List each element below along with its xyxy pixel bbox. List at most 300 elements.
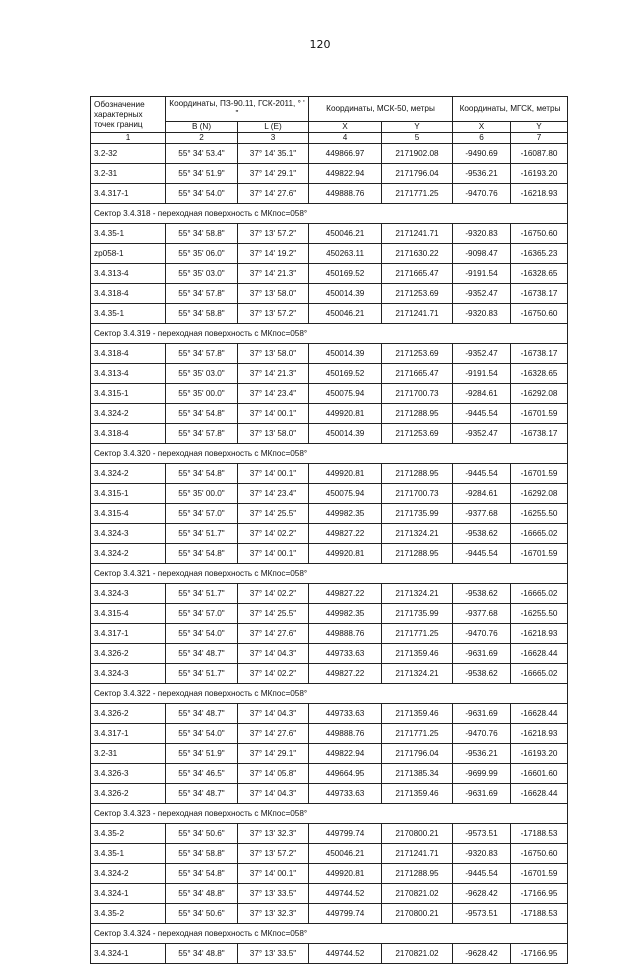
mgsk-y-cell: -16750.60 <box>511 844 568 864</box>
latitude-b-cell: 55° 34' 51.7" <box>166 664 238 684</box>
longitude-l-cell: 37° 14' 04.3" <box>238 784 309 804</box>
table-row <box>91 644 568 664</box>
mgsk-x-cell: -9536.21 <box>453 744 511 764</box>
mgsk-y-cell: -16665.02 <box>511 664 568 684</box>
msk-x-cell: 449827.22 <box>309 664 382 684</box>
mgsk-y-cell: -17188.53 <box>511 904 568 924</box>
msk-x-cell: 449866.97 <box>309 144 382 164</box>
table-row <box>91 144 568 164</box>
mgsk-y-cell: -16701.59 <box>511 544 568 564</box>
latitude-b-cell: 55° 34' 51.7" <box>166 584 238 604</box>
mgsk-y-cell: -16665.02 <box>511 524 568 544</box>
header-mgsk-group: Координаты, МГСК, метры <box>453 97 568 122</box>
page-number: 120 <box>309 38 331 51</box>
mgsk-x-cell: -9098.47 <box>453 244 511 264</box>
mgsk-y-cell: -16701.59 <box>511 404 568 424</box>
longitude-l-cell: 37° 14' 02.2" <box>238 664 309 684</box>
msk-y-cell: 2171288.95 <box>382 544 453 564</box>
msk-y-cell: 2171241.71 <box>382 844 453 864</box>
longitude-l-cell: 37° 13' 58.0" <box>238 344 309 364</box>
msk-y-cell: 2171359.46 <box>382 644 453 664</box>
section-title: Сектор 3.4.323 - переходная поверхность с МКпос=058° <box>91 804 568 824</box>
msk-y-cell: 2171630.22 <box>382 244 453 264</box>
point-id-cell: 3.4.326-2 <box>91 784 166 804</box>
mgsk-x-cell: -9445.54 <box>453 464 511 484</box>
point-id-cell: 3.2-32 <box>91 144 166 164</box>
mgsk-y-cell: -16665.02 <box>511 584 568 604</box>
mgsk-y-cell: -16365.23 <box>511 244 568 264</box>
section-row <box>91 444 568 464</box>
latitude-b-cell: 55° 35' 03.0" <box>166 264 238 284</box>
longitude-l-cell: 37° 14' 23.4" <box>238 484 309 504</box>
header-msk-x: X <box>309 122 382 133</box>
table-row <box>91 604 568 624</box>
latitude-b-cell: 55° 34' 51.7" <box>166 524 238 544</box>
mgsk-y-cell: -16218.93 <box>511 724 568 744</box>
latitude-b-cell: 55° 34' 57.8" <box>166 424 238 444</box>
table-row <box>91 504 568 524</box>
msk-y-cell: 2171253.69 <box>382 424 453 444</box>
msk-x-cell: 450014.39 <box>309 424 382 444</box>
msk-x-cell: 449888.76 <box>309 624 382 644</box>
table-row <box>91 884 568 904</box>
mgsk-y-cell: -16328.65 <box>511 264 568 284</box>
mgsk-x-cell: -9191.54 <box>453 364 511 384</box>
latitude-b-cell: 55° 34' 51.9" <box>166 164 238 184</box>
point-id-cell: 3.2-31 <box>91 164 166 184</box>
msk-y-cell: 2171288.95 <box>382 864 453 884</box>
mgsk-x-cell: -9377.68 <box>453 604 511 624</box>
mgsk-x-cell: -9631.69 <box>453 644 511 664</box>
latitude-b-cell: 55° 34' 50.6" <box>166 904 238 924</box>
mgsk-x-cell: -9538.62 <box>453 664 511 684</box>
point-id-cell: 3.4.317-1 <box>91 624 166 644</box>
table-row <box>91 524 568 544</box>
header-mgsk-x: X <box>453 122 511 133</box>
mgsk-x-cell: -9320.83 <box>453 224 511 244</box>
point-id-cell: 3.4.324-2 <box>91 404 166 424</box>
latitude-b-cell: 55° 34' 48.8" <box>166 884 238 904</box>
mgsk-y-cell: -16292.08 <box>511 384 568 404</box>
point-id-cell: 3.4.35-1 <box>91 844 166 864</box>
latitude-b-cell: 55° 34' 48.7" <box>166 784 238 804</box>
msk-x-cell: 449733.63 <box>309 704 382 724</box>
section-row <box>91 324 568 344</box>
longitude-l-cell: 37° 14' 25.5" <box>238 504 309 524</box>
mgsk-x-cell: -9284.61 <box>453 384 511 404</box>
msk-y-cell: 2171359.46 <box>382 784 453 804</box>
table-row <box>91 304 568 324</box>
latitude-b-cell: 55° 34' 54.0" <box>166 724 238 744</box>
mgsk-y-cell: -16628.44 <box>511 784 568 804</box>
msk-x-cell: 449799.74 <box>309 904 382 924</box>
mgsk-y-cell: -16701.59 <box>511 464 568 484</box>
point-id-cell: 3.4.324-1 <box>91 944 166 964</box>
msk-y-cell: 2171253.69 <box>382 344 453 364</box>
msk-x-cell: 449822.94 <box>309 164 382 184</box>
longitude-l-cell: 37° 14' 35.1" <box>238 144 309 164</box>
point-id-cell: 3.4.324-2 <box>91 464 166 484</box>
col-num-4: 4 <box>309 133 382 144</box>
point-id-cell: 3.4.315-4 <box>91 504 166 524</box>
mgsk-x-cell: -9573.51 <box>453 904 511 924</box>
header-pz90-group: Координаты, ПЗ-90.11, ГСК-2011, ° ' " <box>166 97 309 122</box>
mgsk-x-cell: -9352.47 <box>453 284 511 304</box>
msk-x-cell: 449888.76 <box>309 184 382 204</box>
msk-x-cell: 450014.39 <box>309 284 382 304</box>
table-row <box>91 784 568 804</box>
section-title: Сектор 3.4.319 - переходная поверхность с МКпос=058° <box>91 324 568 344</box>
latitude-b-cell: 55° 34' 46.5" <box>166 764 238 784</box>
latitude-b-cell: 55° 34' 57.8" <box>166 284 238 304</box>
longitude-l-cell: 37° 13' 32.3" <box>238 904 309 924</box>
table-row <box>91 724 568 744</box>
msk-x-cell: 449827.22 <box>309 584 382 604</box>
longitude-l-cell: 37° 14' 00.1" <box>238 464 309 484</box>
longitude-l-cell: 37° 14' 21.3" <box>238 364 309 384</box>
latitude-b-cell: 55° 34' 48.8" <box>166 944 238 964</box>
longitude-l-cell: 37° 14' 04.3" <box>238 644 309 664</box>
point-id-cell: 3.4.324-2 <box>91 864 166 884</box>
msk-y-cell: 2171241.71 <box>382 304 453 324</box>
table-row <box>91 744 568 764</box>
mgsk-x-cell: -9191.54 <box>453 264 511 284</box>
mgsk-y-cell: -17188.53 <box>511 824 568 844</box>
mgsk-y-cell: -16738.17 <box>511 284 568 304</box>
msk-y-cell: 2171241.71 <box>382 224 453 244</box>
longitude-l-cell: 37° 14' 21.3" <box>238 264 309 284</box>
mgsk-x-cell: -9699.99 <box>453 764 511 784</box>
mgsk-y-cell: -17166.95 <box>511 944 568 964</box>
table-row <box>91 484 568 504</box>
mgsk-y-cell: -16750.60 <box>511 304 568 324</box>
table-row <box>91 404 568 424</box>
table-row <box>91 704 568 724</box>
msk-y-cell: 2171796.04 <box>382 744 453 764</box>
mgsk-y-cell: -16701.59 <box>511 864 568 884</box>
msk-x-cell: 449744.52 <box>309 884 382 904</box>
msk-x-cell: 449920.81 <box>309 864 382 884</box>
mgsk-y-cell: -16193.20 <box>511 164 568 184</box>
section-title: Сектор 3.4.318 - переходная поверхность с МКпос=058° <box>91 204 568 224</box>
longitude-l-cell: 37° 14' 25.5" <box>238 604 309 624</box>
table-row <box>91 264 568 284</box>
longitude-l-cell: 37° 13' 57.2" <box>238 844 309 864</box>
latitude-b-cell: 55° 34' 50.6" <box>166 824 238 844</box>
msk-x-cell: 449888.76 <box>309 724 382 744</box>
latitude-b-cell: 55° 34' 57.0" <box>166 604 238 624</box>
mgsk-x-cell: -9470.76 <box>453 624 511 644</box>
point-id-cell: 3.4.35-1 <box>91 224 166 244</box>
mgsk-y-cell: -16601.60 <box>511 764 568 784</box>
longitude-l-cell: 37° 14' 29.1" <box>238 744 309 764</box>
msk-x-cell: 449664.95 <box>309 764 382 784</box>
mgsk-x-cell: -9628.42 <box>453 884 511 904</box>
msk-y-cell: 2171665.47 <box>382 264 453 284</box>
mgsk-y-cell: -16750.60 <box>511 224 568 244</box>
mgsk-y-cell: -16218.93 <box>511 184 568 204</box>
longitude-l-cell: 37° 13' 57.2" <box>238 304 309 324</box>
mgsk-y-cell: -16628.44 <box>511 704 568 724</box>
latitude-b-cell: 55° 35' 06.0" <box>166 244 238 264</box>
latitude-b-cell: 55° 35' 00.0" <box>166 484 238 504</box>
msk-y-cell: 2170821.02 <box>382 944 453 964</box>
mgsk-x-cell: -9284.61 <box>453 484 511 504</box>
msk-x-cell: 449982.35 <box>309 604 382 624</box>
table-row <box>91 944 568 964</box>
longitude-l-cell: 37° 13' 58.0" <box>238 424 309 444</box>
mgsk-x-cell: -9573.51 <box>453 824 511 844</box>
latitude-b-cell: 55° 34' 54.8" <box>166 864 238 884</box>
coordinates-table <box>90 96 568 964</box>
mgsk-x-cell: -9320.83 <box>453 844 511 864</box>
msk-y-cell: 2171288.95 <box>382 464 453 484</box>
point-id-cell: 3.4.317-1 <box>91 184 166 204</box>
mgsk-y-cell: -16218.93 <box>511 624 568 644</box>
point-id-cell: 3.4.35-1 <box>91 304 166 324</box>
header-mgsk-y: Y <box>511 122 568 133</box>
mgsk-y-cell: -16628.44 <box>511 644 568 664</box>
msk-x-cell: 449827.22 <box>309 524 382 544</box>
latitude-b-cell: 55° 34' 54.0" <box>166 184 238 204</box>
latitude-b-cell: 55° 34' 51.9" <box>166 744 238 764</box>
msk-y-cell: 2171771.25 <box>382 724 453 744</box>
mgsk-x-cell: -9536.21 <box>453 164 511 184</box>
longitude-l-cell: 37° 14' 19.2" <box>238 244 309 264</box>
section-title: Сектор 3.4.322 - переходная поверхность с МКпос=058° <box>91 684 568 704</box>
header-b: B (N) <box>166 122 238 133</box>
msk-x-cell: 450075.94 <box>309 484 382 504</box>
latitude-b-cell: 55° 35' 03.0" <box>166 364 238 384</box>
point-id-cell: 3.4.313-4 <box>91 264 166 284</box>
msk-y-cell: 2171771.25 <box>382 624 453 644</box>
point-id-cell: zp058-1 <box>91 244 166 264</box>
point-id-cell: 3.4.318-4 <box>91 284 166 304</box>
longitude-l-cell: 37° 14' 02.2" <box>238 584 309 604</box>
mgsk-x-cell: -9352.47 <box>453 344 511 364</box>
longitude-l-cell: 37° 13' 58.0" <box>238 284 309 304</box>
latitude-b-cell: 55° 34' 54.8" <box>166 544 238 564</box>
mgsk-y-cell: -16738.17 <box>511 344 568 364</box>
latitude-b-cell: 55° 34' 57.8" <box>166 344 238 364</box>
point-id-cell: 3.4.324-1 <box>91 884 166 904</box>
table-row <box>91 764 568 784</box>
longitude-l-cell: 37° 14' 23.4" <box>238 384 309 404</box>
longitude-l-cell: 37° 14' 27.6" <box>238 184 309 204</box>
table-row <box>91 624 568 644</box>
table-row <box>91 224 568 244</box>
latitude-b-cell: 55° 34' 54.0" <box>166 624 238 644</box>
longitude-l-cell: 37° 14' 04.3" <box>238 704 309 724</box>
section-row <box>91 564 568 584</box>
mgsk-x-cell: -9538.62 <box>453 584 511 604</box>
msk-y-cell: 2171796.04 <box>382 164 453 184</box>
msk-x-cell: 449982.35 <box>309 504 382 524</box>
mgsk-x-cell: -9445.54 <box>453 864 511 884</box>
table-row <box>91 344 568 364</box>
msk-x-cell: 449799.74 <box>309 824 382 844</box>
col-num-5: 5 <box>382 133 453 144</box>
msk-y-cell: 2170800.21 <box>382 824 453 844</box>
mgsk-x-cell: -9631.69 <box>453 704 511 724</box>
table-row <box>91 364 568 384</box>
msk-y-cell: 2171665.47 <box>382 364 453 384</box>
mgsk-x-cell: -9320.83 <box>453 304 511 324</box>
table-row <box>91 424 568 444</box>
mgsk-x-cell: -9631.69 <box>453 784 511 804</box>
longitude-l-cell: 37° 13' 57.2" <box>238 224 309 244</box>
mgsk-y-cell: -16087.80 <box>511 144 568 164</box>
latitude-b-cell: 55° 34' 48.7" <box>166 704 238 724</box>
point-id-cell: 3.4.315-1 <box>91 484 166 504</box>
section-row <box>91 804 568 824</box>
point-id-cell: 3.4.324-3 <box>91 664 166 684</box>
latitude-b-cell: 55° 34' 54.8" <box>166 404 238 424</box>
header-msk50-group: Координаты, МСК-50, метры <box>309 97 453 122</box>
mgsk-x-cell: -9470.76 <box>453 184 511 204</box>
section-title: Сектор 3.4.320 - переходная поверхность с МКпос=058° <box>91 444 568 464</box>
msk-y-cell: 2171385.34 <box>382 764 453 784</box>
point-id-cell: 3.4.35-2 <box>91 904 166 924</box>
table-row <box>91 664 568 684</box>
msk-x-cell: 449822.94 <box>309 744 382 764</box>
table-row <box>91 904 568 924</box>
col-num-1: 1 <box>91 133 166 144</box>
msk-x-cell: 449744.52 <box>309 944 382 964</box>
mgsk-y-cell: -16738.17 <box>511 424 568 444</box>
table-row <box>91 844 568 864</box>
mgsk-x-cell: -9445.54 <box>453 544 511 564</box>
point-id-cell: 3.4.324-3 <box>91 524 166 544</box>
msk-y-cell: 2171700.73 <box>382 484 453 504</box>
latitude-b-cell: 55° 34' 58.8" <box>166 224 238 244</box>
mgsk-x-cell: -9377.68 <box>453 504 511 524</box>
table-row <box>91 464 568 484</box>
mgsk-x-cell: -9445.54 <box>453 404 511 424</box>
msk-y-cell: 2171253.69 <box>382 284 453 304</box>
longitude-l-cell: 37° 14' 00.1" <box>238 544 309 564</box>
msk-x-cell: 450046.21 <box>309 304 382 324</box>
msk-x-cell: 450046.21 <box>309 844 382 864</box>
longitude-l-cell: 37° 14' 02.2" <box>238 524 309 544</box>
msk-x-cell: 450014.39 <box>309 344 382 364</box>
msk-x-cell: 450075.94 <box>309 384 382 404</box>
mgsk-x-cell: -9352.47 <box>453 424 511 444</box>
point-id-cell: 3.4.317-1 <box>91 724 166 744</box>
latitude-b-cell: 55° 34' 58.8" <box>166 844 238 864</box>
msk-x-cell: 449920.81 <box>309 544 382 564</box>
latitude-b-cell: 55° 34' 53.4" <box>166 144 238 164</box>
longitude-l-cell: 37° 14' 29.1" <box>238 164 309 184</box>
longitude-l-cell: 37° 14' 27.6" <box>238 624 309 644</box>
col-num-7: 7 <box>511 133 568 144</box>
point-id-cell: 3.4.324-3 <box>91 584 166 604</box>
point-id-cell: 3.4.326-2 <box>91 704 166 724</box>
latitude-b-cell: 55° 35' 00.0" <box>166 384 238 404</box>
table-row <box>91 584 568 604</box>
msk-y-cell: 2171735.99 <box>382 504 453 524</box>
msk-y-cell: 2171771.25 <box>382 184 453 204</box>
msk-y-cell: 2171902.08 <box>382 144 453 164</box>
mgsk-y-cell: -16255.50 <box>511 504 568 524</box>
longitude-l-cell: 37° 13' 33.5" <box>238 884 309 904</box>
longitude-l-cell: 37° 14' 27.6" <box>238 724 309 744</box>
msk-y-cell: 2170800.21 <box>382 904 453 924</box>
point-id-cell: 3.4.315-1 <box>91 384 166 404</box>
msk-x-cell: 449920.81 <box>309 404 382 424</box>
table-row <box>91 544 568 564</box>
col-num-2: 2 <box>166 133 238 144</box>
mgsk-y-cell: -16193.20 <box>511 744 568 764</box>
table-row <box>91 284 568 304</box>
point-id-cell: 3.4.326-2 <box>91 644 166 664</box>
msk-y-cell: 2171324.21 <box>382 664 453 684</box>
msk-y-cell: 2171324.21 <box>382 584 453 604</box>
point-id-cell: 3.4.324-2 <box>91 544 166 564</box>
latitude-b-cell: 55° 34' 54.8" <box>166 464 238 484</box>
table-row <box>91 824 568 844</box>
point-id-cell: 3.2-31 <box>91 744 166 764</box>
longitude-l-cell: 37° 14' 05.8" <box>238 764 309 784</box>
point-id-cell: 3.4.318-4 <box>91 424 166 444</box>
latitude-b-cell: 55° 34' 48.7" <box>166 644 238 664</box>
point-id-cell: 3.4.315-4 <box>91 604 166 624</box>
section-row <box>91 924 568 944</box>
table-row <box>91 384 568 404</box>
msk-y-cell: 2170821.02 <box>382 884 453 904</box>
msk-x-cell: 450169.52 <box>309 264 382 284</box>
msk-x-cell: 449733.63 <box>309 784 382 804</box>
mgsk-y-cell: -16255.50 <box>511 604 568 624</box>
point-id-cell: 3.4.326-3 <box>91 764 166 784</box>
msk-y-cell: 2171700.73 <box>382 384 453 404</box>
msk-x-cell: 450263.11 <box>309 244 382 264</box>
table-row <box>91 244 568 264</box>
point-id-cell: 3.4.313-4 <box>91 364 166 384</box>
header-point-designation: Обозначение характерных точек границ <box>91 97 166 133</box>
longitude-l-cell: 37° 13' 32.3" <box>238 824 309 844</box>
latitude-b-cell: 55° 34' 58.8" <box>166 304 238 324</box>
msk-x-cell: 449733.63 <box>309 644 382 664</box>
section-row <box>91 204 568 224</box>
table-body <box>91 144 568 964</box>
latitude-b-cell: 55° 34' 57.0" <box>166 504 238 524</box>
msk-y-cell: 2171324.21 <box>382 524 453 544</box>
header-msk-y: Y <box>382 122 453 133</box>
mgsk-y-cell: -17166.95 <box>511 884 568 904</box>
section-title: Сектор 3.4.321 - переходная поверхность с МКпос=058° <box>91 564 568 584</box>
longitude-l-cell: 37° 14' 00.1" <box>238 404 309 424</box>
point-id-cell: 3.4.318-4 <box>91 344 166 364</box>
msk-y-cell: 2171359.46 <box>382 704 453 724</box>
col-num-3: 3 <box>238 133 309 144</box>
msk-y-cell: 2171735.99 <box>382 604 453 624</box>
longitude-l-cell: 37° 13' 33.5" <box>238 944 309 964</box>
mgsk-x-cell: -9490.69 <box>453 144 511 164</box>
mgsk-y-cell: -16328.65 <box>511 364 568 384</box>
table-row <box>91 184 568 204</box>
mgsk-x-cell: -9538.62 <box>453 524 511 544</box>
longitude-l-cell: 37° 14' 00.1" <box>238 864 309 884</box>
header-l: L (E) <box>238 122 309 133</box>
mgsk-y-cell: -16292.08 <box>511 484 568 504</box>
table-row <box>91 864 568 884</box>
table-row <box>91 164 568 184</box>
mgsk-x-cell: -9470.76 <box>453 724 511 744</box>
msk-x-cell: 449920.81 <box>309 464 382 484</box>
msk-y-cell: 2171288.95 <box>382 404 453 424</box>
col-num-6: 6 <box>453 133 511 144</box>
